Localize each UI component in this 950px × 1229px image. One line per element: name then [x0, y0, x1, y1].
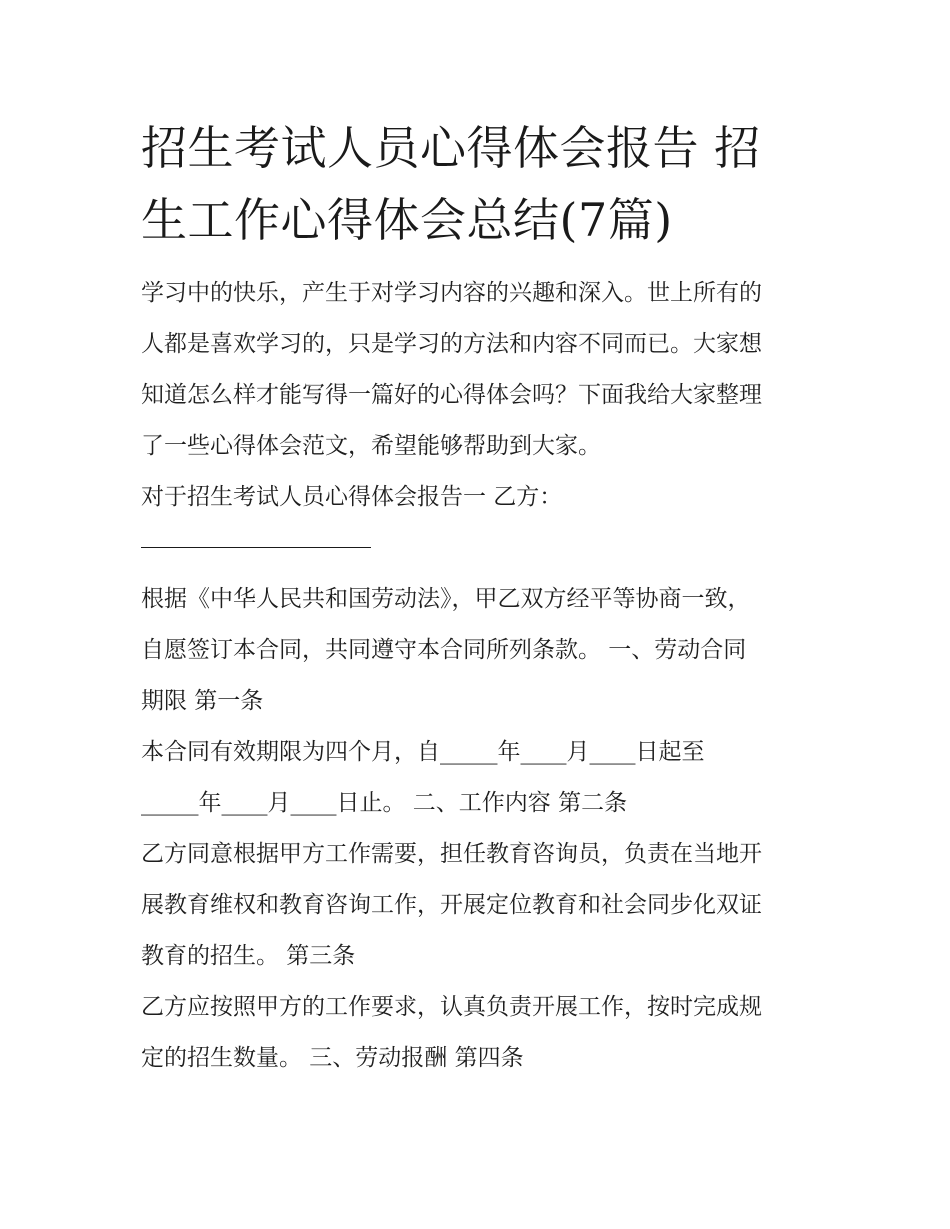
document-body — [141, 268, 821, 1084]
title-line: 招生考试人员心得体会报告 招 — [141, 121, 761, 175]
intro-line: 人都是喜欢学习的，只是学习的方法和内容不同而已。大家想 — [141, 331, 762, 357]
document-title — [141, 112, 821, 256]
intro-line: 知道怎么样才能写得一篇好的心得体会吗？下面我给大家整理 — [141, 382, 762, 408]
contract-line: 定的招生数量。 三、劳动报酬 第四条 — [141, 1045, 524, 1071]
contract-line: 期限 第一条 — [141, 688, 264, 714]
contract-line: 本合同有效期限为四个月，自_____年____月____日起至 — [141, 739, 705, 765]
intro-line: 学习中的快乐，产生于对学习内容的兴趣和深入。世上所有的 — [141, 280, 762, 306]
document-page — [141, 112, 821, 1084]
contract-line: 自愿签订本合同，共同遵守本合同所列条款。 一、劳动合同 — [141, 637, 747, 663]
contract-line: 教育的招生。 第三条 — [141, 943, 356, 969]
contract-line: 乙方同意根据甲方工作需要，担任教育咨询员，负责在当地开 — [141, 841, 762, 867]
signature-blank-line — [141, 523, 821, 574]
section-heading: 对于招生考试人员心得体会报告一 乙方： — [141, 484, 563, 510]
intro-line: 了一些心得体会范文，希望能够帮助到大家。 — [141, 433, 601, 459]
contract-line: 根据《中华人民共和国劳动法》，甲乙双方经平等协商一致， — [141, 586, 751, 612]
contract-line: _____年____月____日止。 二、工作内容 第二条 — [141, 790, 628, 816]
contract-line: 展教育维权和教育咨询工作，开展定位教育和社会同步化双证 — [141, 892, 762, 918]
contract-line: 乙方应按照甲方的工作要求，认真负责开展工作，按时完成规 — [141, 994, 762, 1020]
underline-rule — [141, 547, 371, 548]
title-line: 生工作心得体会总结(7篇) — [141, 193, 673, 247]
